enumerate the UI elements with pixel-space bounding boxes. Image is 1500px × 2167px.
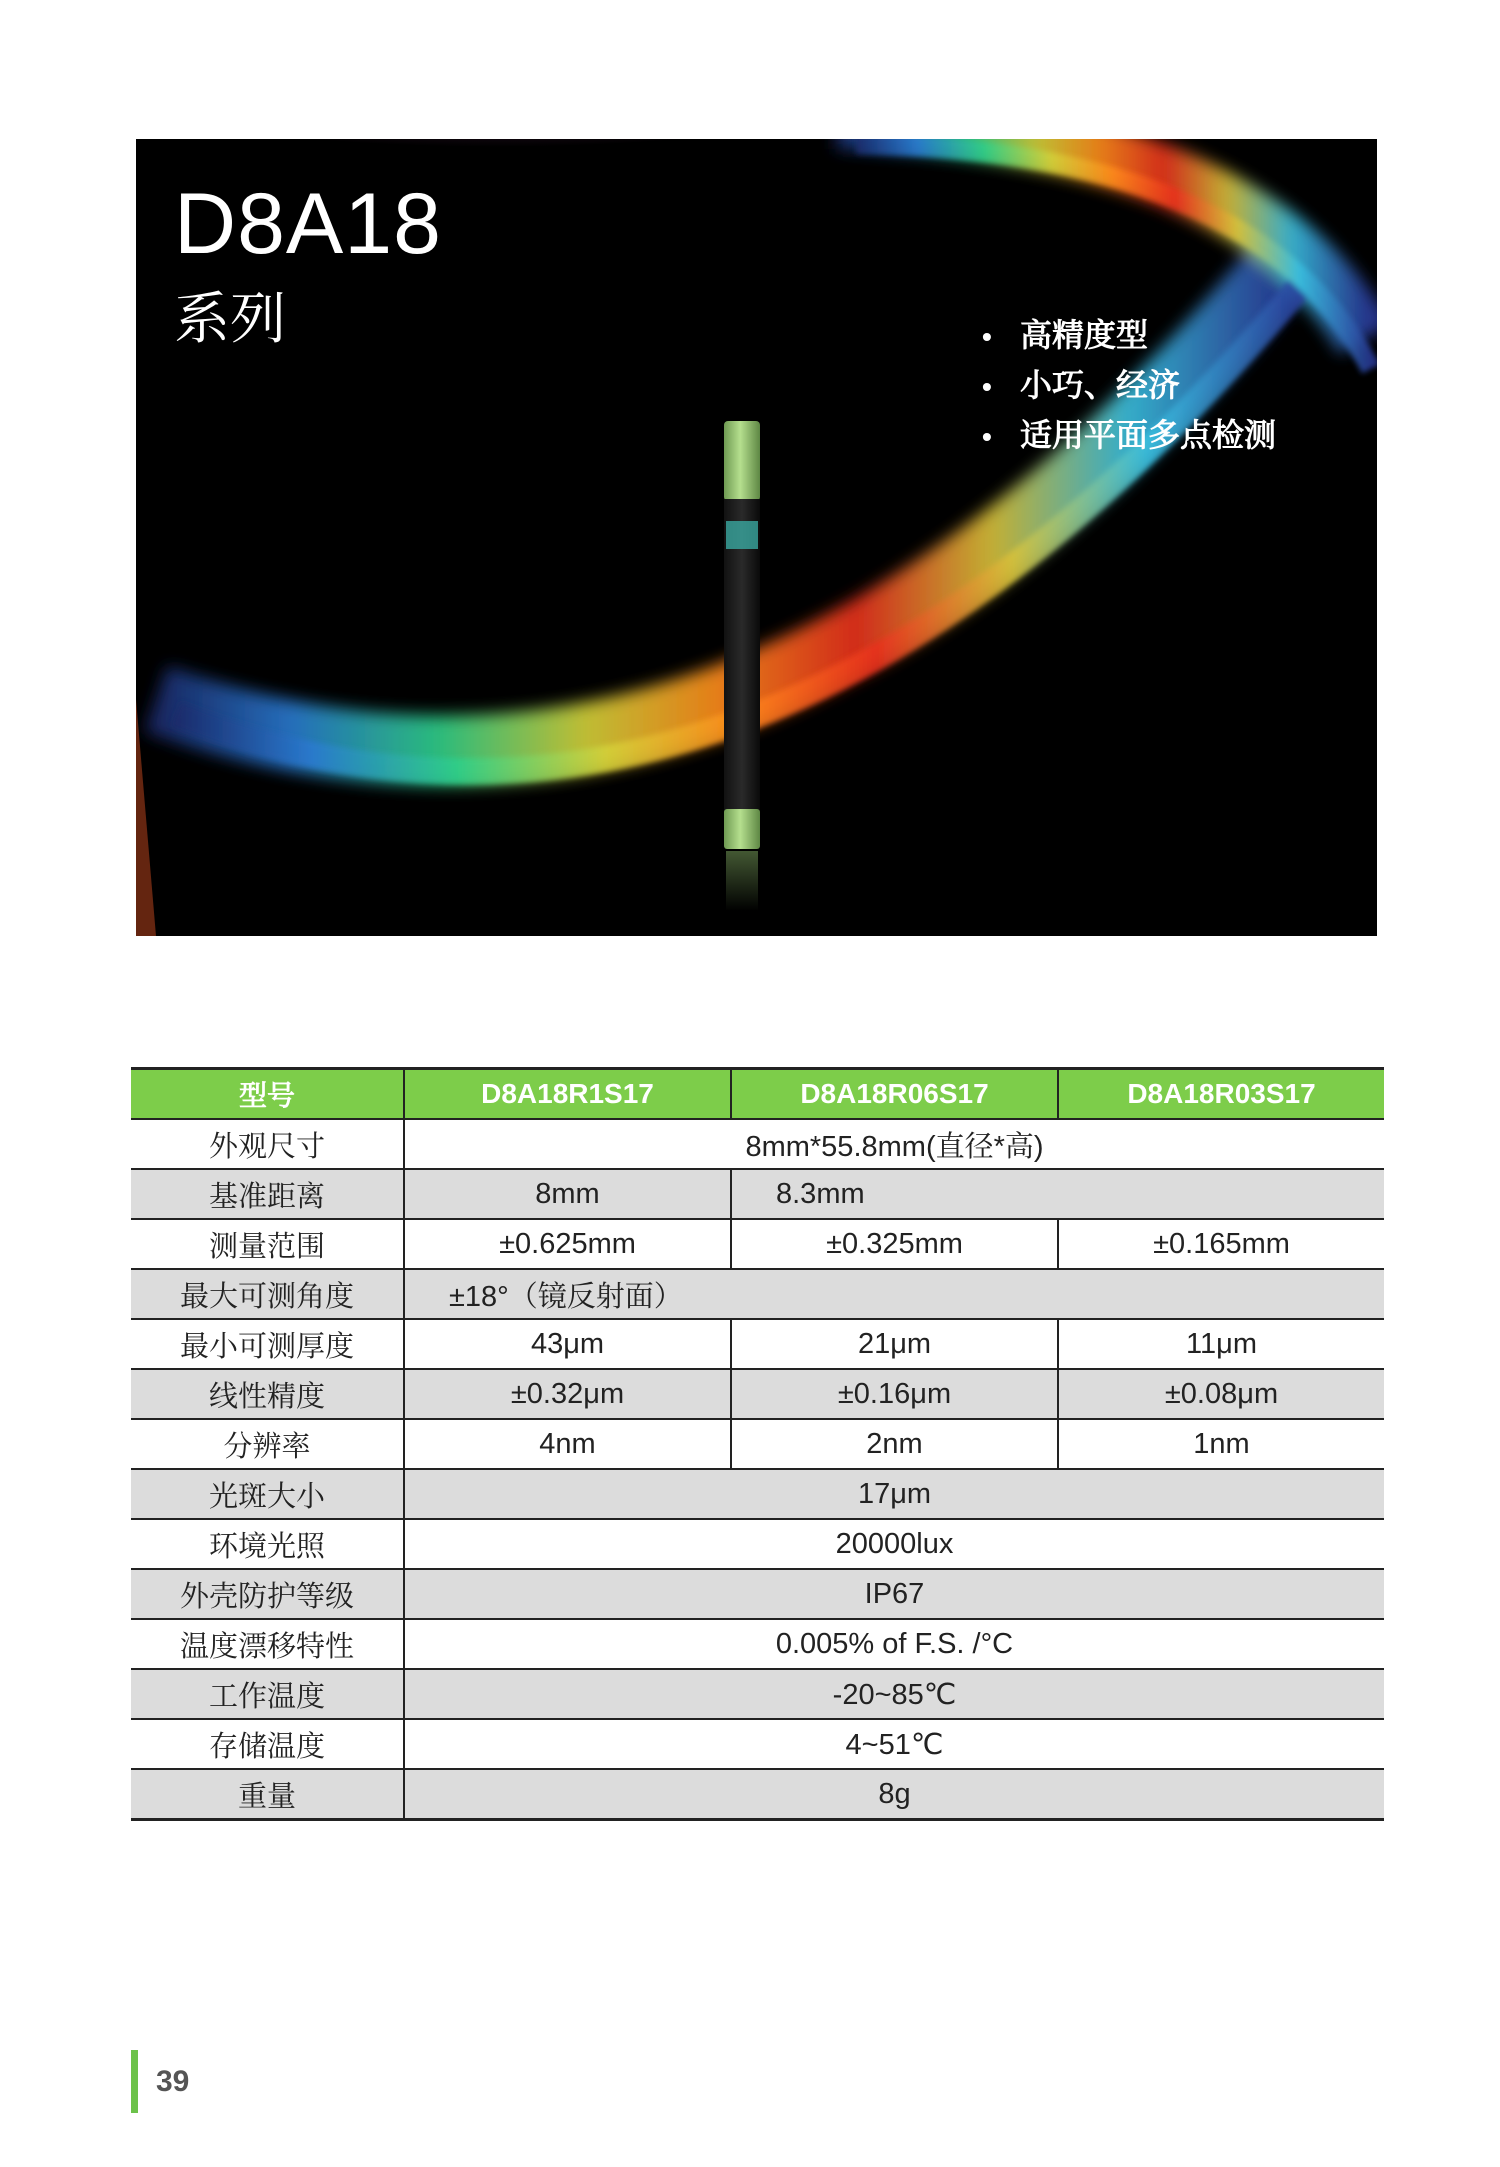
row-value: 11μm bbox=[1058, 1319, 1384, 1369]
row-value: ±0.32μm bbox=[404, 1369, 731, 1419]
row-value: 8mm*55.8mm(直径*高) bbox=[404, 1119, 1384, 1169]
feature-item: • 适用平面多点检测 bbox=[982, 411, 1276, 461]
sensor-product-image bbox=[136, 139, 1377, 936]
spec-table bbox=[131, 1067, 1384, 1821]
table-row bbox=[131, 1269, 1384, 1319]
table-row bbox=[131, 1769, 1384, 1820]
table-row bbox=[131, 1419, 1384, 1469]
row-label: 重量 bbox=[131, 1769, 404, 1820]
page-number: 39 bbox=[131, 2050, 189, 2113]
hero-banner bbox=[136, 139, 1377, 936]
row-value: 21μm bbox=[731, 1319, 1058, 1369]
row-label: 最大可测角度 bbox=[131, 1269, 404, 1319]
row-value: 4nm bbox=[404, 1419, 731, 1469]
row-label: 基准距离 bbox=[131, 1169, 404, 1219]
row-value: 8g bbox=[404, 1769, 1384, 1820]
feature-item: • 高精度型 bbox=[982, 311, 1276, 361]
bullet-icon: • bbox=[982, 421, 992, 452]
row-value: 20000lux bbox=[404, 1519, 1384, 1569]
bullet-icon: • bbox=[982, 371, 992, 402]
row-label: 分辨率 bbox=[131, 1419, 404, 1469]
row-value: 1nm bbox=[1058, 1419, 1384, 1469]
table-row bbox=[131, 1219, 1384, 1269]
header-r06s17: D8A18R06S17 bbox=[731, 1069, 1058, 1120]
row-value: IP67 bbox=[404, 1569, 1384, 1619]
row-label: 外观尺寸 bbox=[131, 1119, 404, 1169]
row-label: 线性精度 bbox=[131, 1369, 404, 1419]
product-series-title: D8A18 bbox=[174, 176, 442, 272]
row-label: 光斑大小 bbox=[131, 1469, 404, 1519]
row-label: 最小可测厚度 bbox=[131, 1319, 404, 1369]
table-row bbox=[131, 1669, 1384, 1719]
row-value: ±0.16μm bbox=[731, 1369, 1058, 1419]
row-value: ±0.165mm bbox=[1058, 1219, 1384, 1269]
product-series-subtitle: 系列 bbox=[174, 287, 286, 350]
table-header-row bbox=[131, 1069, 1384, 1120]
row-value: 8.3mm bbox=[731, 1169, 1384, 1219]
row-label: 温度漂移特性 bbox=[131, 1619, 404, 1669]
row-value: -20~85℃ bbox=[404, 1669, 1384, 1719]
row-label: 环境光照 bbox=[131, 1519, 404, 1569]
table-row bbox=[131, 1569, 1384, 1619]
row-value: ±0.325mm bbox=[731, 1219, 1058, 1269]
row-label: 测量范围 bbox=[131, 1219, 404, 1269]
feature-item: • 小巧、经济 bbox=[982, 361, 1276, 411]
header-model: 型号 bbox=[131, 1069, 404, 1120]
row-label: 外壳防护等级 bbox=[131, 1569, 404, 1619]
table-row bbox=[131, 1469, 1384, 1519]
header-r1s17: D8A18R1S17 bbox=[404, 1069, 731, 1120]
row-value: 17μm bbox=[404, 1469, 1384, 1519]
row-value: ±18°（镜反射面） bbox=[404, 1269, 1384, 1319]
table-row bbox=[131, 1519, 1384, 1569]
table-row bbox=[131, 1169, 1384, 1219]
table-row bbox=[131, 1119, 1384, 1169]
row-value: 43μm bbox=[404, 1319, 731, 1369]
row-label: 存储温度 bbox=[131, 1719, 404, 1769]
row-value: ±0.625mm bbox=[404, 1219, 731, 1269]
table-row bbox=[131, 1719, 1384, 1769]
row-value: 2nm bbox=[731, 1419, 1058, 1469]
row-value: 4~51℃ bbox=[404, 1719, 1384, 1769]
table-row bbox=[131, 1619, 1384, 1669]
bullet-icon: • bbox=[982, 321, 992, 352]
row-value: ±0.08μm bbox=[1058, 1369, 1384, 1419]
row-label: 工作温度 bbox=[131, 1669, 404, 1719]
row-value: 0.005% of F.S. /°C bbox=[404, 1619, 1384, 1669]
header-r03s17: D8A18R03S17 bbox=[1058, 1069, 1384, 1120]
table-row bbox=[131, 1319, 1384, 1369]
row-value: 8mm bbox=[404, 1169, 731, 1219]
table-row bbox=[131, 1369, 1384, 1419]
